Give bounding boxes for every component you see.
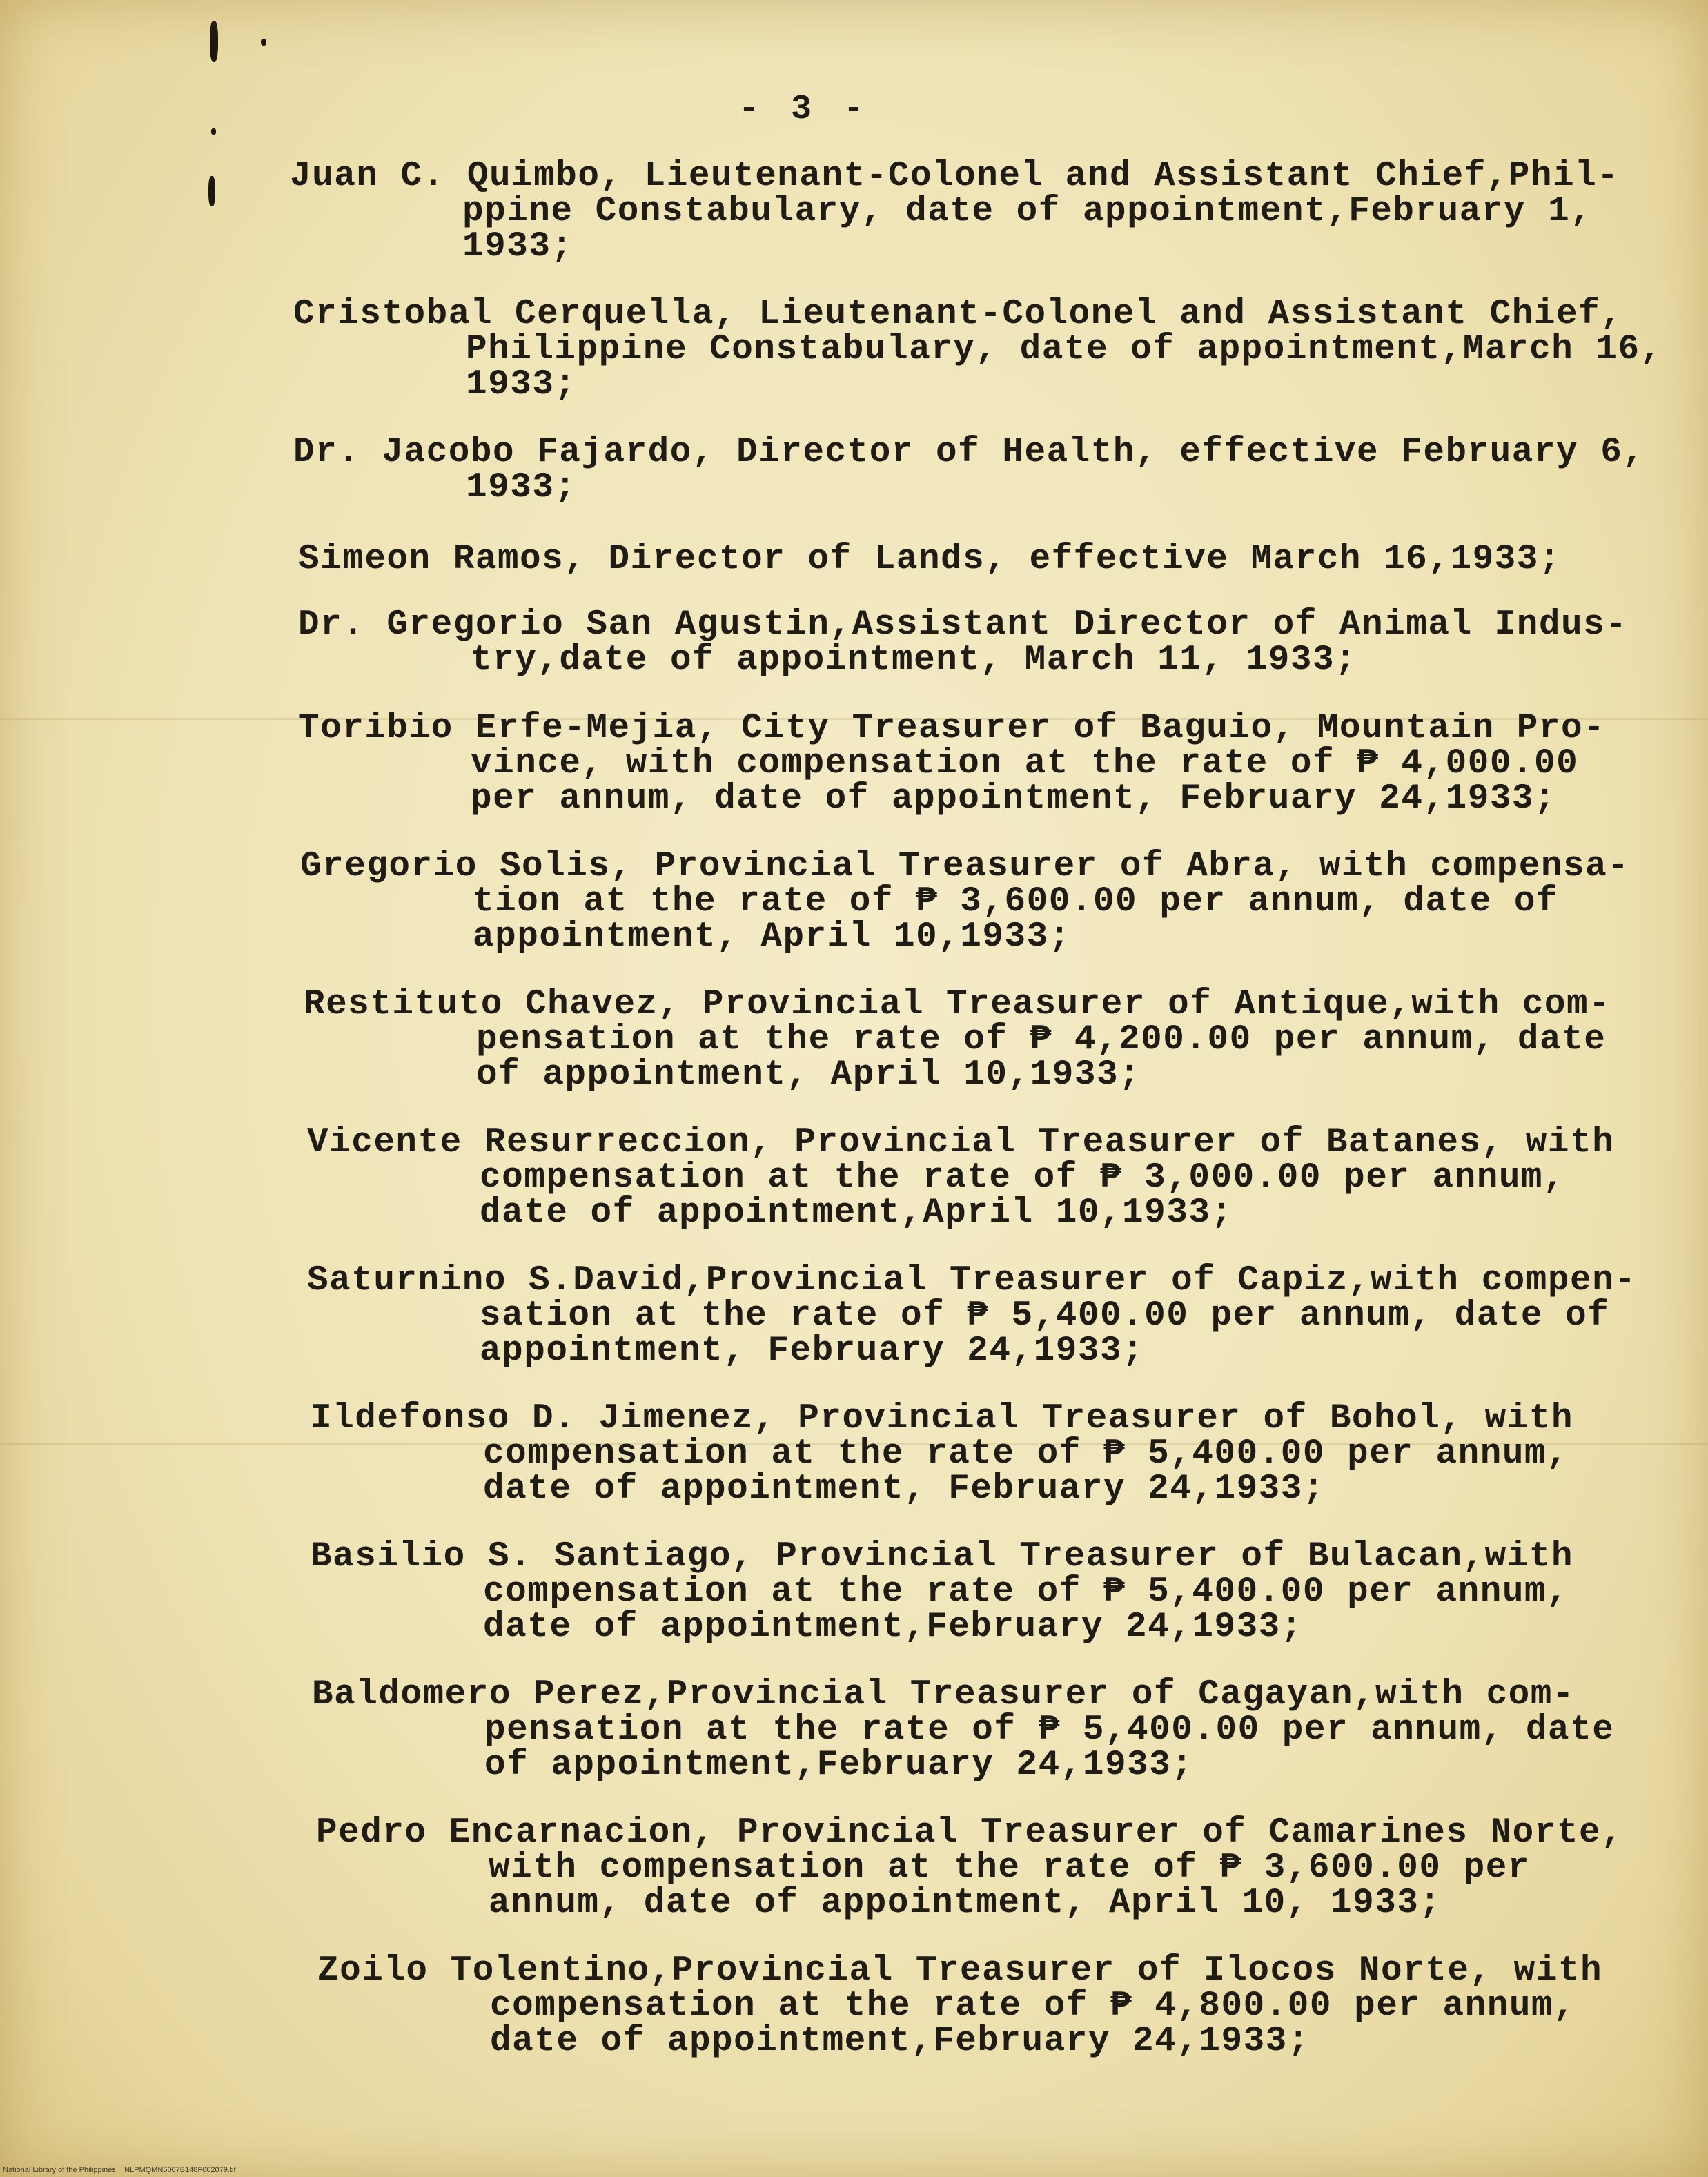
appointment-entry (312, 1677, 1614, 1783)
entry-line: pensation at the rate of ₱ 4,200.00 per annum, date (476, 1020, 1607, 1060)
entry-line: Zoilo Tolentino,Provincial Treasurer of Ilocos Norte, with (317, 1951, 1603, 1991)
entry-line: annum, date of appointment, April 10, 1933; (489, 1884, 1442, 1923)
entry-line: with compensation at the rate of ₱ 3,600.00 per (489, 1848, 1530, 1888)
appointment-entry (300, 849, 1629, 955)
entry-line: compensation at the rate of ₱ 5,400.00 per annum, (483, 1434, 1569, 1474)
entry-line: of appointment,February 24,1933; (484, 1746, 1194, 1785)
entry-line: appointment, April 10,1933; (473, 917, 1071, 957)
appointment-entry (316, 1815, 1623, 1921)
ink-mark (210, 21, 218, 62)
appointment-entry (311, 1401, 1573, 1507)
appointment-entry (298, 542, 1561, 577)
entry-line: Vicente Resurreccion, Provincial Treasurer of Batanes, with (307, 1123, 1615, 1162)
entry-line: 1933; (466, 365, 577, 404)
ink-mark (211, 128, 216, 135)
entry-line: Philippine Constabulary, date of appointment,March 16, (466, 330, 1662, 369)
appointment-entry (304, 987, 1611, 1093)
entry-line: 1933; (466, 468, 577, 507)
entry-line: date of appointment,February 24,1933; (490, 2022, 1310, 2061)
entry-line: pensation at the rate of ₱ 5,400.00 per annum, date (484, 1710, 1615, 1750)
entry-line: Saturnino S.David,Provincial Treasurer of Capiz,with compen- (307, 1261, 1637, 1300)
entry-line: Juan C. Quimbo, Lieutenant-Colonel and Assistant Chief,Phil- (290, 157, 1620, 196)
entry-line: compensation at the rate of ₱ 4,800.00 per annum, (490, 1986, 1576, 2026)
entry-line: date of appointment,February 24,1933; (483, 1608, 1303, 1647)
appointment-entry (293, 297, 1662, 402)
appointment-entry (307, 1125, 1614, 1231)
appointment-entry (298, 711, 1605, 817)
entry-line: of appointment, April 10,1933; (476, 1055, 1141, 1095)
entry-line: Ildefonso D. Jimenez, Provincial Treasurer of Bohol, with (311, 1399, 1573, 1438)
appointment-entry (298, 607, 1627, 678)
entry-line: ppine Constabulary, date of appointment,February 1, (462, 192, 1593, 231)
entry-line: Toribio Erfe-Mejia, City Treasurer of Baguio, Mountain Pro- (298, 709, 1606, 748)
entry-line: Baldomero Perez,Provincial Treasurer of Cagayan,with com- (312, 1675, 1575, 1715)
ink-mark (208, 176, 215, 206)
entry-line: compensation at the rate of ₱ 5,400.00 per annum, (483, 1572, 1569, 1612)
entry-line: try,date of appointment, March 11, 1933; (471, 641, 1357, 680)
appointment-entry (293, 435, 1645, 505)
appointment-entry (311, 1539, 1573, 1645)
entry-line: sation at the rate of ₱ 5,400.00 per annum, date of (480, 1296, 1610, 1336)
entry-line: compensation at the rate of ₱ 3,000.00 per annum, (480, 1158, 1566, 1198)
entry-line: Pedro Encarnacion, Provincial Treasurer of Camarines Norte, (316, 1813, 1624, 1853)
entry-line: 1933; (462, 227, 573, 266)
appointment-entry (307, 1263, 1636, 1369)
entry-line: Dr. Gregorio San Agustin,Assistant Director of Animal Indus- (298, 605, 1628, 645)
entry-line: per annum, date of appointment, February 24,1933; (471, 779, 1557, 819)
entry-line: Simeon Ramos, Director of Lands, effective March 16,1933; (298, 540, 1561, 579)
entry-line: tion at the rate of ₱ 3,600.00 per annum, date of (473, 882, 1559, 921)
entry-line: Restituto Chavez, Provincial Treasurer of Antique,with com- (304, 985, 1611, 1024)
entry-line: appointment, February 24,1933; (480, 1331, 1145, 1371)
ink-mark (261, 39, 266, 46)
entry-line: Gregorio Solis, Provincial Treasurer of Abra, with compensa- (300, 847, 1630, 886)
entry-line: Dr. Jacobo Fajardo, Director of Health, effective February 6, (293, 433, 1645, 472)
page-number: - 3 - (738, 90, 870, 129)
entry-line: date of appointment,April 10,1933; (480, 1193, 1233, 1233)
appointment-entry (317, 1953, 1602, 2059)
entry-line: Basilio S. Santiago, Provincial Treasurer of Bulacan,with (311, 1537, 1573, 1576)
entry-line: Cristobal Cerquella, Lieutenant-Colonel and Assistant Chief, (293, 295, 1623, 334)
entry-line: date of appointment, February 24,1933; (483, 1470, 1325, 1509)
appointment-entry (290, 159, 1619, 264)
entry-line: vince, with compensation at the rate of ₱ 4,000.00 (471, 744, 1579, 783)
footer-caption: National Library of the Philippines NLPMQMN5007B148F002079.tif (3, 2166, 236, 2174)
